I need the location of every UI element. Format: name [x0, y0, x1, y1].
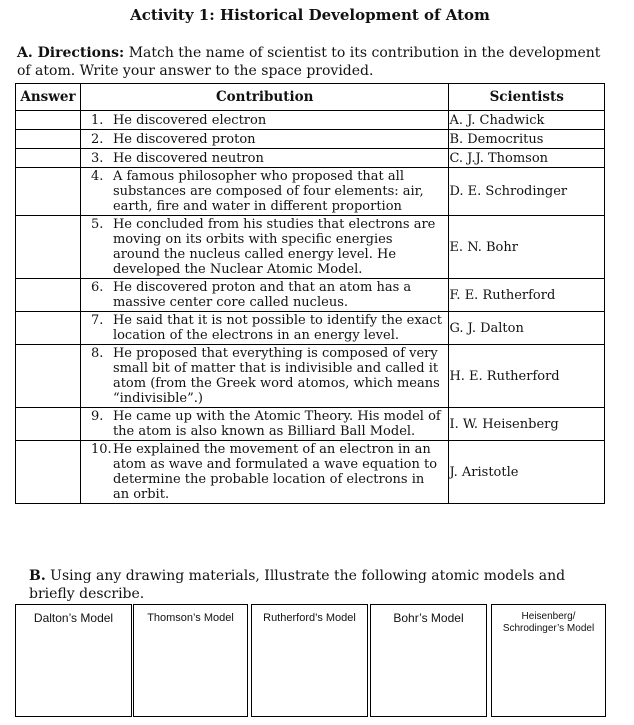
contribution-cell [80, 279, 449, 312]
section-a-text: Match the name of scientist to its contribution in the development of atom. Write your answer to the space provided. [17, 45, 601, 79]
item-number: 6. [90, 280, 104, 295]
atomic-model-boxes [15, 604, 607, 717]
answer-cell[interactable] [16, 130, 81, 149]
activity-title: Activity 1: Historical Development of Atom [130, 6, 490, 24]
scientist-cell: B. Democritus [449, 130, 605, 149]
contribution-cell [80, 168, 449, 216]
answer-cell[interactable] [16, 149, 81, 168]
scientist-cell: C. J.J. Thomson [449, 149, 605, 168]
answer-cell[interactable] [16, 111, 81, 130]
scientist-cell: A. J. Chadwick [449, 111, 605, 130]
table-row [16, 441, 605, 504]
contribution-text: He explained the movement of an electron in an atom as wave and formulated a wave equation to determine the probable location of electrons in an orbit. [112, 442, 438, 502]
answer-cell[interactable] [16, 345, 81, 408]
table-row [16, 279, 605, 312]
contribution-text: He discovered electron [112, 112, 267, 128]
table-row [16, 149, 605, 168]
scientist-cell: E. N. Bohr [449, 216, 605, 279]
table-row [16, 111, 605, 130]
answer-cell[interactable] [16, 312, 81, 345]
contribution-cell [80, 345, 449, 408]
scientist-cell: G. J. Dalton [449, 312, 605, 345]
item-number: 8. [90, 346, 104, 361]
answer-cell[interactable] [16, 216, 81, 279]
contribution-cell [80, 149, 449, 168]
table-header-row [16, 84, 605, 111]
bohr-model-box[interactable] [370, 604, 487, 717]
contribution-cell [80, 216, 449, 279]
contribution-cell [80, 408, 449, 441]
bohr-model-label: Bohr’s Model [393, 611, 464, 625]
table-row [16, 345, 605, 408]
answer-cell[interactable] [16, 441, 81, 504]
item-number: 7. [90, 313, 104, 328]
contribution-text: He proposed that everything is composed of very small bit of matter that is indivisible and called it atom (from the Greek word atomos, which means “indivisible”.) [112, 346, 440, 406]
contribution-column-header: Contribution [80, 84, 449, 111]
contribution-text: A famous philosopher who proposed that all substances are composed of four elements: air, earth, fire and water in different proportion [112, 169, 424, 214]
scientist-cell: H. E. Rutherford [449, 345, 605, 408]
contribution-text: He discovered proton and that an atom has a massive center core called nucleus. [112, 280, 412, 310]
heisenberg-schrodinger-model-label: Heisenberg/ Schrodinger’s Model [502, 611, 595, 634]
table-row [16, 408, 605, 441]
item-number: 9. [90, 409, 104, 424]
answer-cell[interactable] [16, 279, 81, 312]
contribution-cell [80, 312, 449, 345]
matching-table [15, 83, 605, 504]
dalton-model-box[interactable] [15, 604, 132, 717]
contribution-text: He discovered neutron [112, 150, 264, 166]
scientist-cell: D. E. Schrodinger [449, 168, 605, 216]
scientist-cell: J. Aristotle [449, 441, 605, 504]
item-number: 5. [90, 217, 104, 232]
contribution-text: He discovered proton [112, 131, 256, 147]
thomson-model-label: Thomson’s Model [147, 612, 234, 624]
thomson-model-box[interactable] [133, 604, 248, 717]
scientist-cell: I. W. Heisenberg [449, 408, 605, 441]
section-a-directions [17, 44, 607, 80]
table-row [16, 168, 605, 216]
table-row [16, 216, 605, 279]
answer-cell[interactable] [16, 168, 81, 216]
rutherford-model-box[interactable] [251, 604, 368, 717]
item-number: 2. [90, 131, 104, 147]
table-row [16, 312, 605, 345]
scientists-column-header: Scientists [449, 84, 605, 111]
heisenberg-schrodinger-model-box[interactable] [491, 604, 606, 717]
contribution-text: He said that it is not possible to identify the exact location of the electrons in an energy level. [112, 313, 442, 343]
item-number: 4. [90, 169, 104, 184]
dalton-model-label: Dalton’s Model [33, 611, 114, 625]
item-number: 10. [90, 442, 112, 457]
section-b-directions [29, 567, 609, 603]
section-b-label: B. [29, 568, 46, 584]
table-row [16, 130, 605, 149]
contribution-cell [80, 130, 449, 149]
item-number: 1. [90, 112, 104, 128]
rutherford-model-label: Rutherford’s Model [263, 612, 356, 624]
item-number: 3. [90, 150, 104, 166]
contribution-cell [80, 111, 449, 130]
answer-column-header: Answer [16, 84, 81, 111]
contribution-text: He came up with the Atomic Theory. His model of the atom is also known as Billiard Ball Model. [112, 409, 441, 439]
answer-cell[interactable] [16, 408, 81, 441]
contribution-text: He concluded from his studies that electrons are moving on its orbits with specific energies around the nucleus called energy level. He developed the Nuclear Atomic Model. [112, 217, 436, 277]
contribution-cell [80, 441, 449, 504]
section-a-label: A. Directions: [17, 45, 125, 61]
section-b-text: Using any drawing materials, Illustrate the following atomic models and briefly describe. [29, 568, 566, 602]
scientist-cell: F. E. Rutherford [449, 279, 605, 312]
